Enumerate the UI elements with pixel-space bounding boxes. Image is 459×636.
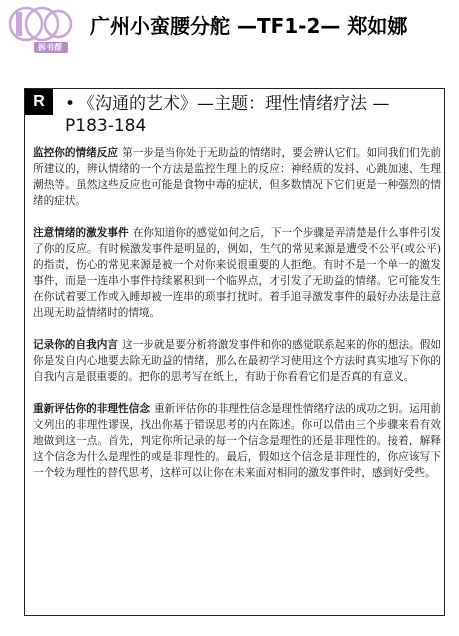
section-heading: 注意情绪的激发事件 (33, 227, 129, 239)
section-body: 在你知道你的感觉如何之后，下一个步骤是弄清楚是什么事件引发了你的反应。有时候激发事件是明显的，例如，生气的常见来源是遭受不公平(或公平)的指责，伤心的常见来源是被一个对你来说很重要的人拒绝。有时不是一个单一的激发事件，而是一连串小事件持续累积到一个临界点，才引发了无助益的情绪。它可能发生在你试着要工作或入睡却被一连串的琐事打扰时。着手追寻激发事件的最好办法是注意出现无助益情绪时的情境。 (33, 227, 442, 319)
page-header (0, 0, 459, 58)
section-monitor-emotions (33, 145, 441, 209)
section-trigger-events (33, 225, 441, 321)
card-content (33, 145, 441, 481)
topic-bullet: • (65, 94, 76, 114)
section-badge: R (25, 89, 53, 115)
section-body: 这一步就是要分析将激发事件和你的感觉联系起来的你的想法。假如你是发自内心地要去除无助益的情绪，那么在最初学习使用这个方法时真实地写下你的自我内言是很重要的。把你的思考写在纸上，有助于你看看它们是否真的有意义。 (33, 339, 441, 383)
topic-title (65, 93, 437, 137)
section-heading: 监控你的情绪反应 (33, 147, 119, 159)
logo-text: 拆书帮 (38, 43, 62, 52)
brand-logo (4, 2, 74, 54)
section-body: 重新评估你的非理性信念是理性情绪疗法的成功之钥。运用前文列出的非理性谬误，找出你基于错误思考的内在陈述。你可以借由三个步骤来看有效地做到这一点。首先，判定你所记录的每一个信念是理性的还是非理性的。接着，解释这个信念为什么是理性的或是非理性的。最后，假如这个信念是非理性的，你应该写下一个较为理性的替代思考，这样可以让你在未来面对相同的激发事件时，感到好受些。 (33, 403, 442, 479)
section-self-talk (33, 337, 441, 385)
section-heading: 记录你的自我内言 (33, 339, 119, 351)
topic-text: 《沟通的艺术》—主题：理性情绪疗法 — P183-184 (65, 94, 390, 136)
section-heading: 重新评估你的非理性信念 (33, 403, 150, 415)
page-title: 广州小蛮腰分舵 —TF1-2— 郑如娜 (90, 14, 408, 38)
reading-card (24, 88, 445, 616)
section-reevaluate-beliefs (33, 401, 441, 481)
section-body: 第一步是当你处于无助益的情绪时，要会辨认它们。如同我们们先前所建议的，辨认情绪的一个方法是监控生理上的反应：神经质的发抖、心跳加速、生理潮热等。虽然这些反应也可能是食物中毒的症状，但多数情况下它们更是一种强烈的情绪的症状。 (33, 147, 441, 207)
